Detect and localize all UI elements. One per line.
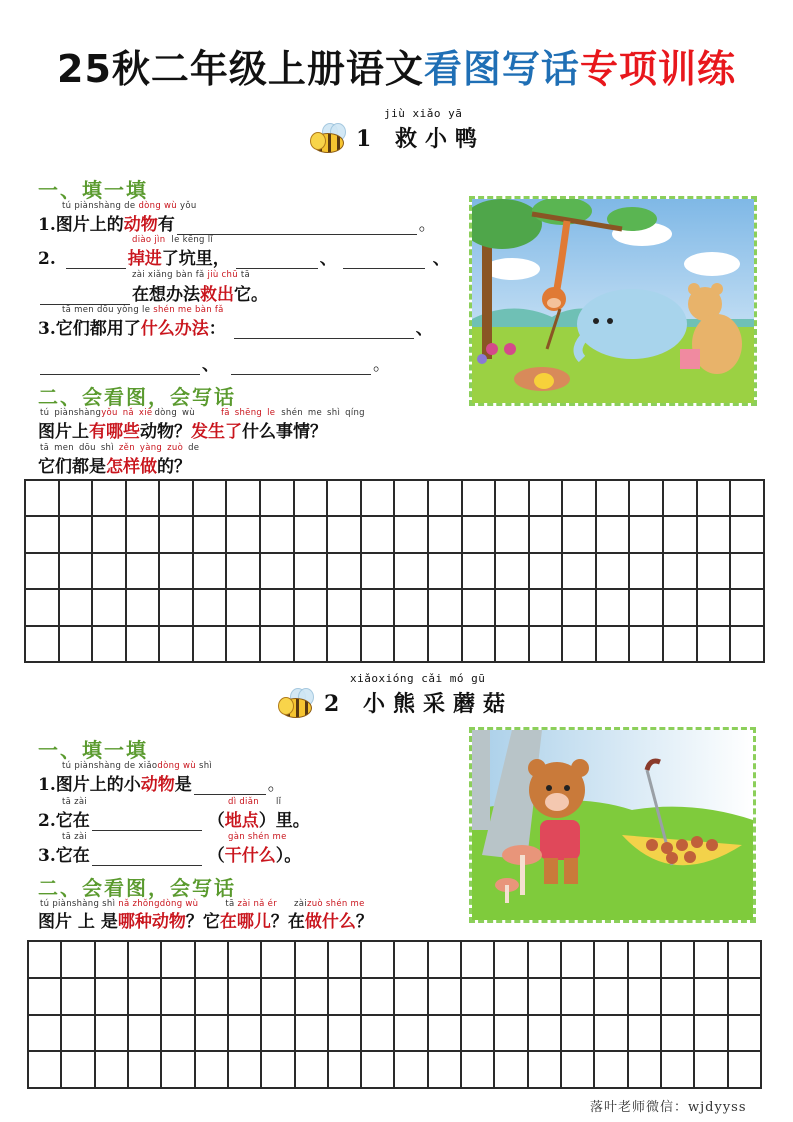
grid-cell[interactable]	[697, 626, 731, 662]
grid-cell[interactable]	[394, 1015, 427, 1052]
grid-cell[interactable]	[561, 1051, 594, 1088]
grid-cell[interactable]	[95, 941, 128, 978]
grid-cell[interactable]	[226, 516, 260, 552]
grid-cell[interactable]	[428, 553, 462, 589]
grid-cell[interactable]	[596, 553, 630, 589]
grid-cell[interactable]	[694, 1051, 727, 1088]
grid-cell[interactable]	[663, 516, 697, 552]
grid-cell[interactable]	[562, 516, 596, 552]
grid-cell[interactable]	[92, 553, 126, 589]
grid-cell[interactable]	[629, 480, 663, 516]
grid-row	[28, 941, 761, 978]
grid-cell[interactable]	[92, 589, 126, 625]
q1-answer-blank[interactable]	[177, 216, 417, 235]
grid-cell[interactable]	[461, 941, 494, 978]
grid-cell[interactable]	[361, 941, 394, 978]
grid-cell[interactable]	[661, 978, 694, 1015]
grid-cell[interactable]	[261, 941, 294, 978]
grid-cell[interactable]	[195, 941, 228, 978]
grid-cell[interactable]	[28, 1051, 61, 1088]
grid-cell[interactable]	[61, 1051, 94, 1088]
grid-cell[interactable]	[495, 516, 529, 552]
grid-cell[interactable]	[728, 1051, 761, 1088]
grid-cell[interactable]	[59, 553, 93, 589]
grid-cell[interactable]	[462, 553, 496, 589]
grid-cell[interactable]	[193, 626, 227, 662]
lesson-1-write-line2: 它们都是 怎样做 的？	[38, 457, 191, 477]
grid-cell[interactable]	[730, 553, 764, 589]
grid-cell[interactable]	[461, 1015, 494, 1052]
grid-cell[interactable]	[628, 1051, 661, 1088]
grid-cell[interactable]	[528, 941, 561, 978]
grid-cell[interactable]	[95, 1051, 128, 1088]
bear-picking-mushrooms-illustration	[472, 730, 753, 920]
l2-q1-answer-blank[interactable]	[194, 776, 266, 795]
bee-icon	[276, 688, 316, 718]
grid-cell[interactable]	[697, 480, 731, 516]
grid-cell[interactable]	[663, 589, 697, 625]
grid-cell[interactable]	[394, 553, 428, 589]
grid-cell[interactable]	[294, 589, 328, 625]
grid-cell[interactable]	[663, 553, 697, 589]
grid-cell[interactable]	[92, 516, 126, 552]
grid-cell[interactable]	[694, 1015, 727, 1052]
grid-cell[interactable]	[697, 589, 731, 625]
grid-cell[interactable]	[562, 626, 596, 662]
grid-cell[interactable]	[562, 589, 596, 625]
grid-cell[interactable]	[596, 626, 630, 662]
grid-cell[interactable]	[428, 1051, 461, 1088]
lesson-2-write-line1-pinyin: tú piànshàng shì nǎ zhǒngdòng wù tā zài nǎ ér zàizuò shén me	[40, 899, 365, 909]
grid-cell[interactable]	[228, 941, 261, 978]
grid-cell[interactable]	[361, 978, 394, 1015]
rescue-duckling-illustration	[472, 199, 754, 403]
grid-cell[interactable]	[28, 1015, 61, 1052]
grid-cell[interactable]	[361, 626, 395, 662]
grid-cell[interactable]	[394, 941, 427, 978]
grid-cell[interactable]	[159, 589, 193, 625]
page-title	[0, 38, 793, 93]
grid-cell[interactable]	[596, 516, 630, 552]
grid-cell[interactable]	[228, 1015, 261, 1052]
grid-cell[interactable]	[328, 1051, 361, 1088]
grid-cell[interactable]	[694, 978, 727, 1015]
grid-cell[interactable]	[428, 516, 462, 552]
grid-cell[interactable]	[226, 480, 260, 516]
grid-cell[interactable]	[661, 941, 694, 978]
grid-cell[interactable]	[697, 516, 731, 552]
grid-cell[interactable]	[294, 516, 328, 552]
grid-row	[25, 626, 764, 662]
grid-cell[interactable]	[95, 1015, 128, 1052]
grid-cell[interactable]	[361, 1015, 394, 1052]
grid-cell[interactable]	[260, 626, 294, 662]
grid-cell[interactable]	[327, 553, 361, 589]
lesson-2-q1: 1.图片上的小 动物 是 。	[38, 775, 285, 795]
grid-cell[interactable]	[428, 941, 461, 978]
grid-cell[interactable]	[193, 516, 227, 552]
grid-cell[interactable]	[294, 626, 328, 662]
grid-row	[28, 1051, 761, 1088]
grid-cell[interactable]	[561, 941, 594, 978]
grid-cell[interactable]	[461, 1051, 494, 1088]
grid-cell[interactable]	[328, 1015, 361, 1052]
grid-row	[25, 589, 764, 625]
grid-cell[interactable]	[462, 626, 496, 662]
lesson-2-q2-pinyin: tā zài dì diǎn lǐ	[62, 797, 282, 807]
lesson-1-fill-heading: 一、填一填	[38, 178, 148, 202]
grid-cell[interactable]	[328, 941, 361, 978]
q2-answer-blank-1[interactable]	[66, 250, 126, 269]
grid-cell[interactable]	[294, 553, 328, 589]
lesson-1-pinyin: jiù xiǎo yā	[384, 107, 463, 120]
grid-cell[interactable]	[327, 589, 361, 625]
grid-cell[interactable]	[495, 626, 529, 662]
grid-cell[interactable]	[394, 626, 428, 662]
grid-cell[interactable]	[195, 1051, 228, 1088]
lesson-1-write-heading: 二、会看图，会写话	[38, 385, 236, 409]
grid-cell[interactable]	[361, 516, 395, 552]
grid-cell[interactable]	[59, 516, 93, 552]
grid-cell[interactable]	[25, 516, 59, 552]
grid-cell[interactable]	[494, 978, 527, 1015]
grid-cell[interactable]	[461, 978, 494, 1015]
grid-cell[interactable]	[663, 480, 697, 516]
grid-cell[interactable]	[126, 589, 160, 625]
grid-cell[interactable]	[25, 589, 59, 625]
lesson-2-pinyin: xiǎoxióng cǎi mó gū	[350, 672, 486, 685]
grid-cell[interactable]	[128, 978, 161, 1015]
grid-cell[interactable]	[528, 1015, 561, 1052]
grid-cell[interactable]	[628, 1015, 661, 1052]
grid-cell[interactable]	[629, 589, 663, 625]
lesson-1-picture	[469, 196, 757, 406]
grid-cell[interactable]	[161, 978, 194, 1015]
grid-cell[interactable]	[528, 978, 561, 1015]
grid-cell[interactable]	[328, 978, 361, 1015]
lesson-1-number: 1	[356, 126, 380, 152]
grid-cell[interactable]	[228, 1051, 261, 1088]
grid-cell[interactable]	[730, 480, 764, 516]
lesson-2-q1-pinyin: tú piànshàng de xiǎodòng wù shì	[62, 761, 213, 771]
grid-cell[interactable]	[594, 1051, 627, 1088]
grid-cell[interactable]	[261, 1015, 294, 1052]
grid-cell[interactable]	[295, 978, 328, 1015]
lesson-1-q2b: 在想办法 救出 它。	[38, 280, 268, 305]
lesson-1-q2: 2. 掉进 了坑里， 、 、	[38, 249, 450, 269]
grid-cell[interactable]	[25, 480, 59, 516]
lesson-1-q3: 3.它们都用了 什么办法 ： 、	[38, 319, 433, 339]
grid-cell[interactable]	[327, 626, 361, 662]
grid-row	[25, 516, 764, 552]
lesson-1-title: 救小鸭	[394, 126, 485, 152]
q3-answer-blank-3[interactable]	[231, 356, 371, 375]
grid-cell[interactable]	[428, 480, 462, 516]
grid-cell[interactable]	[494, 1051, 527, 1088]
grid-cell[interactable]	[159, 516, 193, 552]
grid-cell[interactable]	[428, 626, 462, 662]
lesson-1-q1-pinyin: tú piànshàng de dòng wù yǒu	[62, 201, 197, 211]
grid-cell[interactable]	[126, 516, 160, 552]
grid-cell[interactable]	[226, 589, 260, 625]
grid-cell[interactable]	[59, 589, 93, 625]
grid-cell[interactable]	[59, 626, 93, 662]
grid-cell[interactable]	[61, 978, 94, 1015]
lesson-1-header	[308, 107, 485, 153]
lesson-2-title: 小熊采蘑菇	[362, 691, 513, 717]
grid-cell[interactable]	[394, 978, 427, 1015]
q2-answer-blank-2[interactable]	[236, 250, 318, 269]
grid-cell[interactable]	[528, 1051, 561, 1088]
lesson-1-write-line1: 图片上 有哪些 动物？ 发生了 什么事情？	[38, 422, 327, 442]
grid-cell[interactable]	[730, 516, 764, 552]
grid-cell[interactable]	[494, 1015, 527, 1052]
grid-cell[interactable]	[226, 626, 260, 662]
grid-cell[interactable]	[394, 516, 428, 552]
lesson-1-q1: 1.图片上的 动物 有 。	[38, 215, 436, 235]
grid-cell[interactable]	[596, 589, 630, 625]
lesson-2-write-line1: 图片 上 是 哪种动物 ？它 在哪儿 ？在 做什么 ？	[38, 912, 373, 932]
lesson-1-q3-continued: 、 。	[38, 350, 390, 375]
grid-cell[interactable]	[697, 553, 731, 589]
grid-cell[interactable]	[195, 1015, 228, 1052]
footer-contact: 落叶老师微信：wjdyyss	[590, 1100, 747, 1115]
grid-cell[interactable]	[25, 553, 59, 589]
grid-cell[interactable]	[561, 978, 594, 1015]
grid-cell[interactable]	[495, 553, 529, 589]
grid-cell[interactable]	[28, 978, 61, 1015]
lesson-1-q2b-pinyin: zài xiǎng bàn fǎ jiù chū tā	[132, 270, 251, 280]
grid-cell[interactable]	[126, 480, 160, 516]
grid-cell[interactable]	[694, 941, 727, 978]
grid-cell[interactable]	[159, 480, 193, 516]
grid-cell[interactable]	[594, 1015, 627, 1052]
lesson-1-write-line1-pinyin: tú piànshàngyǒu nǎ xiē dòng wù fā shēng le shén me shì qíng	[40, 408, 365, 418]
grid-cell[interactable]	[126, 626, 160, 662]
grid-cell[interactable]	[628, 978, 661, 1015]
grid-cell[interactable]	[361, 553, 395, 589]
grid-cell[interactable]	[562, 480, 596, 516]
l2-q2-answer-blank[interactable]	[92, 812, 202, 831]
grid-cell[interactable]	[529, 516, 563, 552]
grid-cell[interactable]	[295, 1015, 328, 1052]
title-part-training: 专项训练	[579, 47, 736, 91]
grid-row	[25, 553, 764, 589]
grid-cell[interactable]	[260, 480, 294, 516]
grid-cell[interactable]	[161, 1015, 194, 1052]
lesson-1-writing-grid[interactable]	[24, 479, 765, 663]
grid-cell[interactable]	[596, 480, 630, 516]
lesson-1-q2-pinyin: diào jìn le kēng lǐ	[132, 235, 214, 245]
title-part-grade: 25秋二年级上册语文	[57, 47, 424, 91]
grid-cell[interactable]	[462, 480, 496, 516]
grid-cell[interactable]	[25, 626, 59, 662]
q2b-answer-blank[interactable]	[40, 286, 130, 305]
grid-cell[interactable]	[61, 1015, 94, 1052]
grid-cell[interactable]	[159, 626, 193, 662]
grid-cell[interactable]	[161, 1051, 194, 1088]
grid-row	[28, 978, 761, 1015]
grid-cell[interactable]	[661, 1051, 694, 1088]
grid-cell[interactable]	[728, 978, 761, 1015]
grid-cell[interactable]	[128, 1015, 161, 1052]
grid-cell[interactable]	[529, 589, 563, 625]
grid-cell[interactable]	[428, 978, 461, 1015]
grid-cell[interactable]	[494, 941, 527, 978]
lesson-2-fill-heading: 一、填一填	[38, 738, 148, 762]
grid-cell[interactable]	[394, 589, 428, 625]
grid-cell[interactable]	[261, 978, 294, 1015]
grid-row	[28, 1015, 761, 1052]
grid-cell[interactable]	[629, 626, 663, 662]
lesson-2-header	[276, 672, 513, 718]
grid-cell[interactable]	[361, 1051, 394, 1088]
grid-cell[interactable]	[128, 941, 161, 978]
grid-cell[interactable]	[730, 589, 764, 625]
grid-row	[25, 480, 764, 516]
grid-cell[interactable]	[126, 553, 160, 589]
grid-cell[interactable]	[260, 516, 294, 552]
grid-cell[interactable]	[195, 978, 228, 1015]
grid-cell[interactable]	[59, 480, 93, 516]
lesson-2-q3: 3.它在 （ 干什么 ）。	[38, 846, 302, 866]
grid-cell[interactable]	[226, 553, 260, 589]
grid-cell[interactable]	[92, 626, 126, 662]
grid-cell[interactable]	[529, 553, 563, 589]
grid-cell[interactable]	[628, 941, 661, 978]
grid-cell[interactable]	[128, 1051, 161, 1088]
grid-cell[interactable]	[260, 589, 294, 625]
grid-cell[interactable]	[529, 480, 563, 516]
grid-cell[interactable]	[730, 626, 764, 662]
lesson-2-write-heading: 二、会看图，会写话	[38, 876, 236, 900]
grid-cell[interactable]	[28, 941, 61, 978]
grid-cell[interactable]	[92, 480, 126, 516]
grid-cell[interactable]	[529, 626, 563, 662]
grid-cell[interactable]	[495, 589, 529, 625]
grid-cell[interactable]	[95, 978, 128, 1015]
l2-q3-answer-blank[interactable]	[92, 847, 202, 866]
grid-cell[interactable]	[562, 553, 596, 589]
lesson-2-q3-pinyin: tā zài gàn shén me	[62, 832, 287, 842]
grid-cell[interactable]	[361, 480, 395, 516]
grid-cell[interactable]	[428, 589, 462, 625]
lesson-2-number: 2	[324, 691, 348, 717]
grid-cell[interactable]	[661, 1015, 694, 1052]
grid-cell[interactable]	[629, 516, 663, 552]
grid-cell[interactable]	[261, 1051, 294, 1088]
grid-cell[interactable]	[327, 480, 361, 516]
grid-cell[interactable]	[361, 589, 395, 625]
grid-cell[interactable]	[161, 941, 194, 978]
grid-cell[interactable]	[295, 941, 328, 978]
q3-answer-blank-2[interactable]	[40, 356, 200, 375]
grid-cell[interactable]	[193, 480, 227, 516]
grid-cell[interactable]	[394, 480, 428, 516]
title-part-topic: 看图写话	[423, 47, 580, 91]
lesson-1-q3-pinyin: tā men dōu yòng le shén me bàn fǎ	[62, 305, 224, 315]
grid-cell[interactable]	[294, 480, 328, 516]
grid-cell[interactable]	[728, 941, 761, 978]
grid-cell[interactable]	[228, 978, 261, 1015]
grid-cell[interactable]	[394, 1051, 427, 1088]
grid-cell[interactable]	[159, 553, 193, 589]
grid-cell[interactable]	[728, 1015, 761, 1052]
q3-answer-blank-1[interactable]	[234, 320, 414, 339]
grid-cell[interactable]	[260, 553, 294, 589]
grid-cell[interactable]	[663, 626, 697, 662]
grid-cell[interactable]	[428, 1015, 461, 1052]
grid-cell[interactable]	[193, 589, 227, 625]
grid-cell[interactable]	[561, 1015, 594, 1052]
lesson-2-picture	[469, 727, 756, 923]
grid-cell[interactable]	[495, 480, 529, 516]
grid-cell[interactable]	[61, 941, 94, 978]
q2-answer-blank-3[interactable]	[343, 250, 425, 269]
grid-cell[interactable]	[462, 589, 496, 625]
grid-cell[interactable]	[327, 516, 361, 552]
grid-cell[interactable]	[295, 1051, 328, 1088]
lesson-1-write-line2-pinyin: tā men dōu shì zěn yàng zuò de	[40, 443, 200, 453]
grid-cell[interactable]	[193, 553, 227, 589]
lesson-2-writing-grid[interactable]	[27, 940, 762, 1089]
grid-cell[interactable]	[594, 978, 627, 1015]
grid-cell[interactable]	[594, 941, 627, 978]
lesson-2-q2: 2.它在 （ 地点 ）里。	[38, 811, 310, 831]
bee-icon	[308, 123, 348, 153]
grid-cell[interactable]	[629, 553, 663, 589]
grid-cell[interactable]	[462, 516, 496, 552]
